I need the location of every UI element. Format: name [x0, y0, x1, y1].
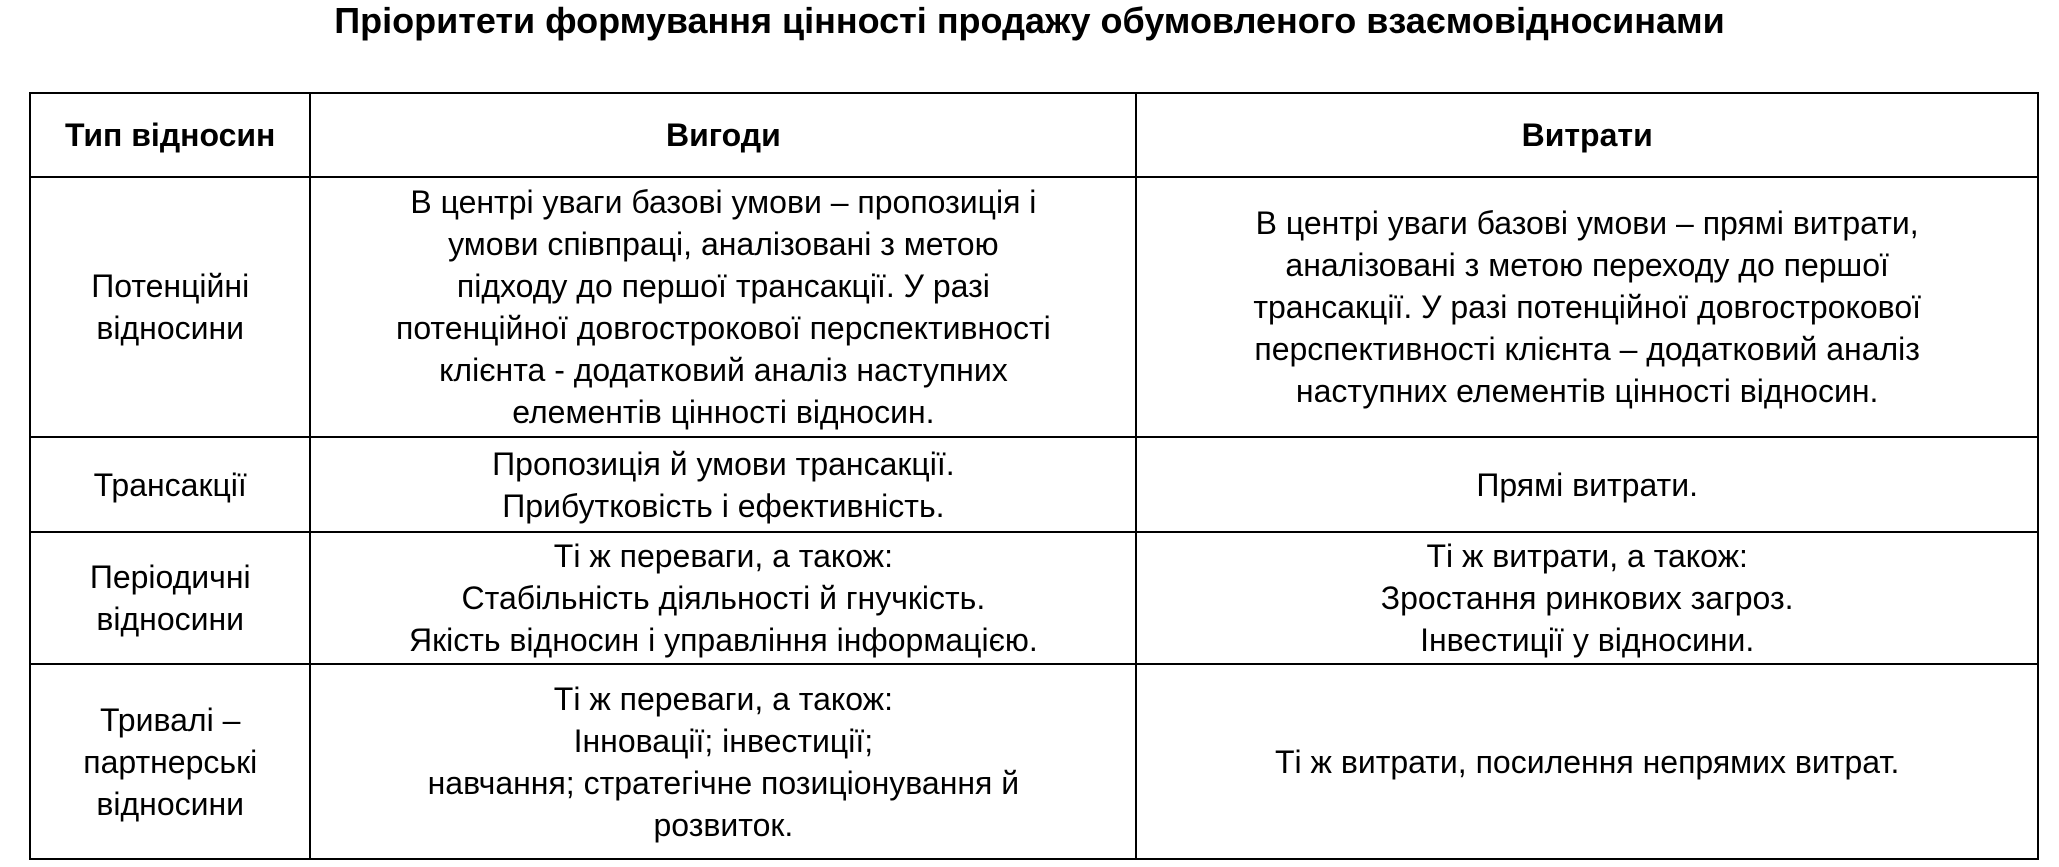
cell-line: Ті ж переваги, а також: [553, 538, 893, 574]
cell-benefits [310, 177, 1136, 437]
cell-costs [1136, 437, 2038, 532]
cell-line: відносини [96, 310, 245, 346]
cell-line: елементів цінності відносин. [512, 394, 935, 430]
cell-line: Прибутковість і ефективність. [502, 487, 945, 524]
cell-line: трансакції. У разі потенційної довгострокової [1253, 289, 1921, 325]
cell-costs [1136, 664, 2038, 859]
cell-benefits [310, 437, 1136, 532]
cell-line: Якість відносин і управління інформацією. [408, 622, 1038, 658]
cell-line: Періодичні [89, 559, 251, 595]
cell-line: Тривалі – [100, 701, 241, 738]
cell-line: Ті ж витрати, а також: [1426, 538, 1748, 574]
cell-line: аналізовані з метою переходу до першої [1285, 247, 1889, 283]
cell-line: В центрі уваги базові умови – прямі витрати, [1255, 205, 1919, 241]
cell-line: навчання; стратегічне позиціонування й [427, 764, 1020, 801]
header-benefits: Вигоди [310, 93, 1136, 177]
cell-line: Інвестиції у відносини. [1420, 622, 1755, 658]
cell-type [30, 177, 310, 437]
cell-line: наступних елементів цінності відносин. [1295, 373, 1879, 409]
cell-line: відносини [96, 785, 245, 822]
cell-costs [1136, 177, 2038, 437]
cell-line: Ті ж переваги, а також: [553, 680, 893, 717]
cell-type [30, 532, 310, 664]
cell-line: Пропозиція й умови трансакції. [492, 445, 955, 482]
cell-line: Зростання ринкових загроз. [1380, 580, 1794, 616]
cell-line: підходу до першої трансакції. У разі [456, 268, 990, 304]
cell-type [30, 664, 310, 859]
cell-benefits [310, 532, 1136, 664]
header-costs: Витрати [1136, 93, 2038, 177]
cell-line: Прямі витрати. [1476, 466, 1698, 503]
table-row-long-term-partner [30, 664, 2038, 859]
table-row-periodic [30, 532, 2038, 664]
cell-line: перспективності клієнта – додатковий аналіз [1254, 331, 1920, 367]
cell-line: Ті ж витрати, посилення непрямих витрат. [1274, 743, 1900, 780]
cell-line: партнерські [83, 743, 258, 780]
table-header-row [30, 93, 2038, 177]
cell-line: потенційної довгострокової перспективності [395, 310, 1051, 346]
cell-line: умови співпраці, аналізовані з метою [448, 226, 999, 262]
cell-line: клієнта - додатковий аналіз наступних [439, 352, 1008, 388]
cell-line: Інновації; інвестиції; [573, 722, 874, 759]
cell-line: Потенційні [91, 268, 250, 304]
cell-line: відносини [96, 601, 245, 637]
cell-line: В центрі уваги базові умови – пропозиція і [410, 184, 1037, 220]
cell-line: розвиток. [653, 806, 794, 843]
page-title: Пріоритети формування цінності продажу обумовленого взаємовідносинами [334, 0, 1725, 41]
cell-costs [1136, 532, 2038, 664]
relationship-value-table [29, 92, 2039, 860]
table-row-transactions [30, 437, 2038, 532]
cell-line: Трансакції [93, 466, 247, 503]
cell-line: Стабільність діяльності й гнучкість. [461, 580, 986, 616]
table-row-potential [30, 177, 2038, 437]
header-relationship-type: Тип відносин [30, 93, 310, 177]
cell-benefits [310, 664, 1136, 859]
cell-type [30, 437, 310, 532]
